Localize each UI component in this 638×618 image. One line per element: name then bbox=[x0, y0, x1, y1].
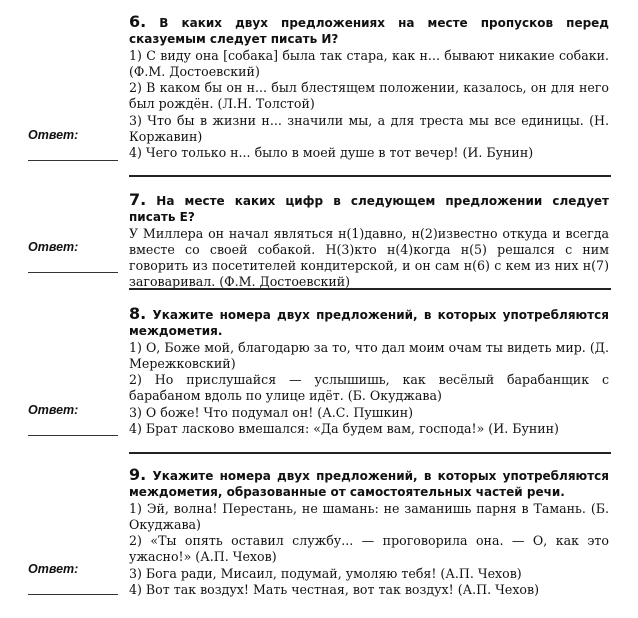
answer-label: Ответ: bbox=[28, 128, 79, 142]
task-9-number: 9. bbox=[129, 465, 147, 484]
task-6-item-4: 4) Чего только н... было в моей душе в тот вечер! (И. Бунин) bbox=[129, 145, 534, 161]
task-9-item-1: 1) Эй, волна! Перестань, не шамань: не заманишь парня в Тамань. (Б. Окуджава) bbox=[129, 500, 609, 532]
answer-label: Ответ: bbox=[28, 403, 79, 417]
task-9-answer-area bbox=[28, 562, 118, 576]
task-6-question bbox=[129, 14, 609, 48]
separator bbox=[129, 288, 611, 290]
answer-input-line[interactable] bbox=[28, 160, 118, 161]
task-9-question-text: Укажите номера двух предложений, в которых употребляются междометия, образованные от самостоятельных частей речи. bbox=[129, 469, 609, 500]
answer-input-line[interactable] bbox=[28, 435, 118, 436]
answer-label: Ответ: bbox=[28, 562, 79, 576]
task-6-item-3: 3) Что бы в жизни н... значили мы, а для треста мы все единицы. (Н. Коржавин) bbox=[129, 112, 609, 145]
task-9-item-2: 2) «Ты опять оставил службу... — проговорила она. — О, как это ужасно!» (А.П. Чехов) bbox=[129, 533, 609, 565]
task-6-answer-area bbox=[28, 128, 118, 142]
task-6-question-text: В каких двух предложениях на месте пропусков перед сказуемым следует писать И? bbox=[129, 16, 609, 47]
task-7-question-text: На месте каких цифр в следующем предложении следует писать Е? bbox=[129, 194, 609, 225]
task-7-question bbox=[129, 192, 609, 226]
task-8-answer-area bbox=[28, 403, 118, 417]
task-7-text: У Миллера он начал являться н(1)давно, н(2)известно откуда и всегда вместе со своей собакой. Н(3)кто н(4)когда н(5) решался с ним говорить из посетителей кондитерской, и он сам н(6) с кем из них н(7) заговаривал. (Ф.М. Достоевский) bbox=[129, 225, 609, 290]
task-8-item-1: 1) О, Боже мой, благодарю за то, что дал моим очам ты видеть мир. (Д. Мережковский) bbox=[129, 339, 609, 371]
task-8-item-4: 4) Брат ласково вмешался: «Да будем вам, господа!» (И. Бунин) bbox=[129, 421, 559, 437]
task-9-question bbox=[129, 467, 609, 501]
task-8-content bbox=[129, 306, 609, 437]
answer-input-line[interactable] bbox=[28, 594, 118, 595]
task-6-item-1: 1) С виду она [собака] была так стара, как н... бывают никакие собаки. (Ф.М. Достоевский) bbox=[129, 47, 609, 79]
task-6-number: 6. bbox=[129, 12, 147, 31]
task-7-number: 7. bbox=[129, 190, 147, 209]
separator bbox=[129, 175, 611, 177]
task-8-number: 8. bbox=[129, 304, 147, 323]
task-7-content bbox=[129, 192, 609, 291]
task-9-item-4: 4) Вот так воздух! Мать честная, вот так воздух! (А.П. Чехов) bbox=[129, 582, 540, 598]
task-8-item-2: 2) Но прислушайся — услышишь, как весёлый барабанщик с барабаном вдоль по улице идёт. (Б. Окуджава) bbox=[129, 372, 609, 404]
task-7-answer-area bbox=[28, 240, 118, 254]
task-6-item-2: 2) В каком бы он н... был блестящем положении, казалось, он для него был рождён. (Л.Н. Толстой) bbox=[129, 80, 609, 112]
task-8-item-3: 3) О боже! Что подумал он! (А.С. Пушкин) bbox=[129, 404, 414, 420]
separator bbox=[129, 452, 611, 454]
answer-label: Ответ: bbox=[28, 240, 79, 254]
task-6-content bbox=[129, 14, 609, 162]
task-9-item-3: 3) Бога ради, Мисаил, подумай, умоляю тебя! (А.П. Чехов) bbox=[129, 565, 522, 581]
task-8-question-text: Укажите номера двух предложений, в которых употребляются междометия. bbox=[129, 308, 609, 339]
task-9-content bbox=[129, 467, 609, 598]
answer-input-line[interactable] bbox=[28, 272, 118, 273]
task-8-question bbox=[129, 306, 609, 340]
